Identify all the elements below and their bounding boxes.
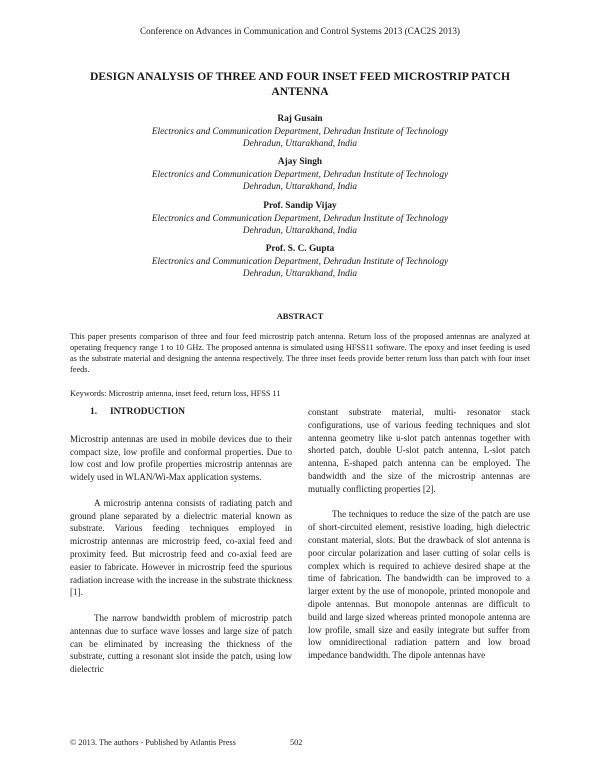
- author-affiliation: Electronics and Communication Department, Dehradun Institute of Technology: [151, 213, 449, 224]
- keywords: Keywords: Microstrip antenna, inset feed, return loss, HFSS 11: [70, 389, 281, 398]
- body-paragraph: The techniques to reduce the size of the patch are use of short-circuited element, resistive loading, high dielectric constant material, slots. But the drawback of slot antenna is poor circular polarization and laser cutting of solar cells is complex which is required to achieve desired shape at the time of fabrication. The bandwidth can be improved to a larger extent by the use of monopole, printed monopole and dipole antennas. But monopole antennas are difficult to build and large sized whereas printed monopole antenna are low profile, small size and easily integrate but suffer from low omnidirectional radiation pattern and low broad impedance bandwidth. The dipole antennas have: [308, 509, 530, 661]
- footer-copyright: © 2013. The authors - Published by Atlantis Press: [70, 738, 236, 747]
- section-number: 1.: [90, 407, 98, 417]
- author-affiliation: Electronics and Communication Department, Dehradun Institute of Technology: [151, 256, 449, 267]
- author-name: Ajay Singh: [277, 157, 323, 167]
- author-location: Dehradun, Uttarakhand, India: [242, 269, 358, 279]
- body-paragraph: A microstrip antenna consists of radiating patch and ground plane separated by a dielectric material known as substrate. Various feeding techniques employed in microstrip antennas are microstrip feed, co-axial feed and proximity feed. But microstrip feed and co-axial feed are easier to fabricate. However in microstrip feed the spurious radiation increase with the increase in the substrate thickness [1].: [70, 497, 292, 598]
- section-heading: [70, 406, 292, 419]
- left-column: [70, 406, 292, 689]
- paper-title: DESIGN ANALYSIS OF THREE AND FOUR INSET FEED MICROSTRIP PATCH ANTENNA: [90, 70, 510, 98]
- right-column: [308, 406, 530, 675]
- author-location: Dehradun, Uttarakhand, India: [242, 182, 358, 192]
- author-block: [60, 200, 540, 238]
- body-paragraph: The narrow bandwidth problem of microstrip patch antennas due to surface wave losses and large size of patch can be eliminated by increasing the thickness of the substrate, cutting a resonant slot inside the patch, using low dielectric: [70, 612, 292, 675]
- author-affiliation: Electronics and Communication Department, Dehradun Institute of Technology: [151, 126, 449, 137]
- conference-header: Conference on Advances in Communication and Control Systems 2013 (CAC2S 2013): [140, 26, 460, 36]
- abstract-text: This paper presents comparison of three and four feed microstrip patch antenna. Return loss of the proposed antennas are analyzed at operating frequency range 1 to 10 GHz. The proposed antenna is simulated using HFSS11 software. The epoxy and inset feeding is used as the substrate material and designing the antenna respectively. The three inset feeds provide better return loss than patch with four inset feeds.: [70, 332, 530, 374]
- author-block: [60, 156, 540, 194]
- author-block: [60, 113, 540, 151]
- section-title: INTRODUCTION: [110, 407, 186, 417]
- abstract-heading: ABSTRACT: [276, 311, 324, 321]
- author-location: Dehradun, Uttarakhand, India: [242, 226, 358, 236]
- author-name: Raj Gusain: [277, 114, 323, 124]
- author-block: [60, 243, 540, 281]
- author-name: Prof. S. C. Gupta: [265, 244, 335, 254]
- author-affiliation: Electronics and Communication Department, Dehradun Institute of Technology: [151, 169, 449, 180]
- page-number: 502: [290, 738, 303, 747]
- author-location: Dehradun, Uttarakhand, India: [242, 139, 358, 149]
- body-paragraph: Microstrip antennas are used in mobile devices due to their compact size, low profile and conformal properties. Due to low cost and low profile properties microstrip antennas are widely used in WLAN/Wi-Max application systems.: [70, 433, 292, 483]
- body-paragraph: constant substrate material, multi- resonator stack configurations, use of various feeding techniques and slot antenna geometry like u-slot patch antennas together with shorted patch, double U-slot patch antenna, L-slot patch antenna, E-shaped patch antenna can be employed. The bandwidth and the size of the microstrip antennas are mutually conflicting properties [2].: [308, 407, 530, 494]
- author-name: Prof. Sandip Vijay: [263, 201, 337, 211]
